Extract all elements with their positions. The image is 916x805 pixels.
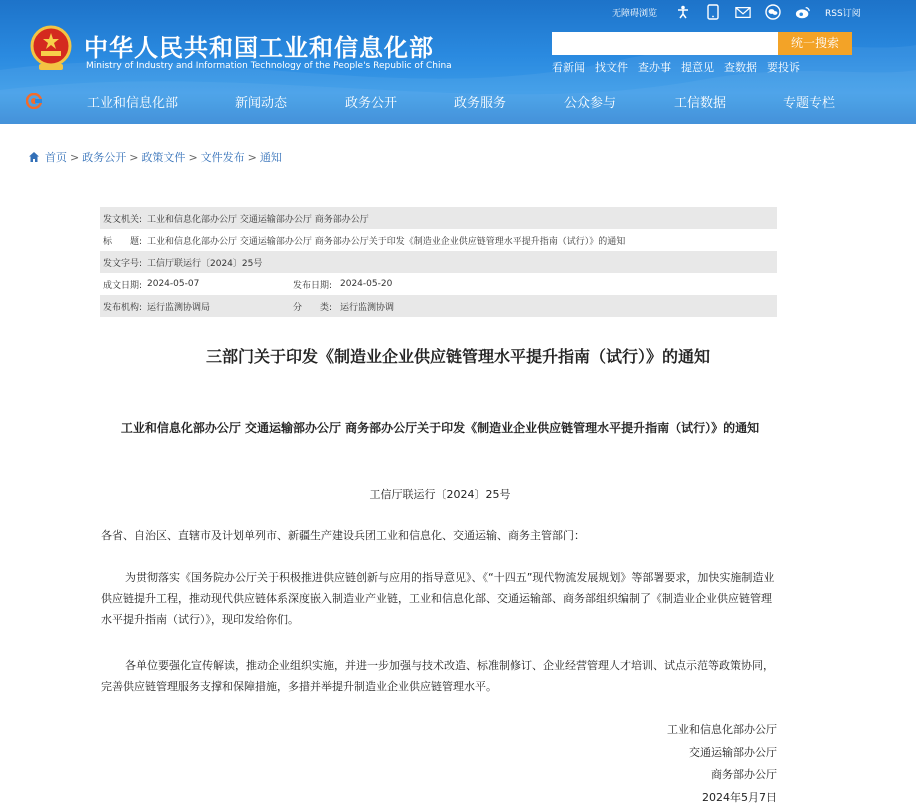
nav-item-news[interactable]: 新闻动态 — [235, 96, 288, 111]
accessibility-icon[interactable] — [675, 4, 691, 20]
meta-category-value: 运行监测协调 — [340, 302, 395, 313]
site-title[interactable]: 中华人民共和国工业和信息化部 — [84, 34, 434, 62]
nav-item-miit[interactable]: 工业和信息化部 — [87, 96, 179, 111]
document-paragraph-1: 为贯彻落实《国务院办公厅关于积极推进供应链创新与应用的指导意见》、《“十四五”现代物流发展规划》等部署要求，加快实施制造业供应链提升工程，推动现代供应链体系深度嵌入制造业产业链，工业和信息化部、交通运输部、商务部组织编制了《制造业企业供应链管理水平提升指南（试行）》，现印发给你们。 — [101, 571, 775, 626]
main-nav — [0, 88, 916, 114]
meta-number-label: 发文字号: — [103, 258, 143, 269]
accessibility-link[interactable]: 无障碍浏览 — [612, 8, 658, 19]
national-emblem-icon — [27, 24, 75, 74]
breadcrumb-separator: > — [70, 150, 80, 164]
document-meta-table — [100, 207, 777, 317]
quick-link-files[interactable]: 找文件 — [595, 61, 628, 74]
document-number: 工信厅联运行〔2024〕25号 — [369, 488, 511, 501]
document-date: 2024年5月7日 — [702, 790, 777, 804]
miit-logo-icon[interactable] — [26, 93, 42, 109]
meta-written-label: 成文日期: — [103, 280, 143, 291]
meta-issuer-value: 工业和信息化部办公厅 交通运输部办公厅 商务部办公厅 — [147, 214, 369, 225]
meta-row-dates — [100, 273, 777, 295]
search-button[interactable]: 统一搜索 — [778, 32, 852, 55]
document-signers — [560, 719, 777, 805]
nav-item-topics[interactable]: 专题专栏 — [783, 96, 836, 111]
breadcrumb-policy-files[interactable]: 政策文件 — [141, 151, 186, 164]
quick-link-services[interactable]: 查办事 — [638, 61, 671, 74]
nav-item-gov-services[interactable]: 政务服务 — [454, 96, 507, 111]
site-header — [0, 0, 916, 124]
signer-commerce: 商务部办公厅 — [711, 768, 777, 781]
nav-item-gov-affairs[interactable]: 政务公开 — [345, 96, 398, 111]
signer-miit: 工业和信息化部办公厅 — [667, 723, 777, 736]
meta-title-label: 标 题: — [103, 236, 143, 247]
nav-item-data[interactable]: 工信数据 — [674, 96, 727, 111]
breadcrumb-separator: > — [188, 150, 198, 164]
meta-row-number — [100, 251, 777, 273]
meta-category-label: 分 类: — [293, 302, 333, 313]
document-addressee: 各省、自治区、直辖市及计划单列市、新疆生产建设兵团工业和信息化、交通运输、商务主管部门： — [101, 529, 585, 542]
meta-publish-label: 发布日期: — [293, 280, 333, 291]
breadcrumb-home[interactable]: 首页 — [45, 151, 67, 164]
quick-link-data[interactable]: 查数据 — [724, 61, 757, 74]
breadcrumb-separator: > — [129, 150, 139, 164]
meta-org-value: 运行监测协调局 — [147, 302, 211, 313]
nav-item-participation[interactable]: 公众参与 — [564, 96, 617, 111]
weibo-icon[interactable] — [795, 4, 811, 20]
breadcrumb — [28, 149, 282, 165]
quick-link-complaint[interactable]: 要投诉 — [767, 61, 800, 74]
meta-row-org — [100, 295, 777, 317]
site-subtitle: Ministry of Industry and Information Technology of the People's Republic of China — [86, 61, 452, 71]
wechat-icon[interactable] — [765, 4, 781, 20]
document-title: 三部门关于印发《制造业企业供应链管理水平提升指南（试行）》的通知 — [205, 347, 710, 366]
quick-links — [552, 59, 810, 75]
meta-org-label: 发布机构: — [103, 302, 143, 313]
search-input[interactable] — [552, 32, 778, 55]
breadcrumb-gov-affairs[interactable]: 政务公开 — [82, 151, 127, 164]
quick-link-news[interactable]: 看新闻 — [552, 61, 585, 74]
breadcrumb-file-release[interactable]: 文件发布 — [200, 151, 245, 164]
meta-row-issuer — [100, 207, 777, 229]
mobile-icon[interactable] — [705, 4, 721, 20]
top-toolbar — [612, 3, 861, 21]
meta-number-value: 工信厅联运行〔2024〕25号 — [147, 258, 263, 269]
mail-icon[interactable] — [735, 4, 751, 20]
document-paragraph-2: 各单位要强化宣传解读，推动企业组织实施，并进一步加强与技术改造、标准制修订、企业经营管理人才培训、试点示范等政策协同，完善供应链管理服务支撑和保障措施，多措并举提升制造业企业供应链管理水平。 — [101, 659, 774, 693]
signer-transport: 交通运输部办公厅 — [689, 745, 777, 759]
meta-written-value: 2024-05-07 — [147, 279, 200, 289]
quick-link-feedback[interactable]: 提意见 — [681, 61, 714, 74]
rss-link[interactable]: RSS订阅 — [825, 8, 861, 19]
document-subtitle: 工业和信息化部办公厅 交通运输部办公厅 商务部办公厅关于印发《制造业企业供应链管理水平提升指南（试行）》的通知 — [120, 421, 760, 435]
meta-issuer-label: 发文机关: — [103, 214, 143, 225]
meta-title-value: 工业和信息化部办公厅 交通运输部办公厅 商务部办公厅关于印发《制造业企业供应链管理水平提升指南（试行）》的通知 — [147, 236, 626, 247]
meta-row-title — [100, 229, 777, 251]
home-icon[interactable] — [28, 151, 40, 163]
breadcrumb-separator: > — [247, 150, 257, 164]
breadcrumb-notice[interactable]: 通知 — [259, 151, 282, 164]
meta-publish-value: 2024-05-20 — [340, 279, 393, 289]
